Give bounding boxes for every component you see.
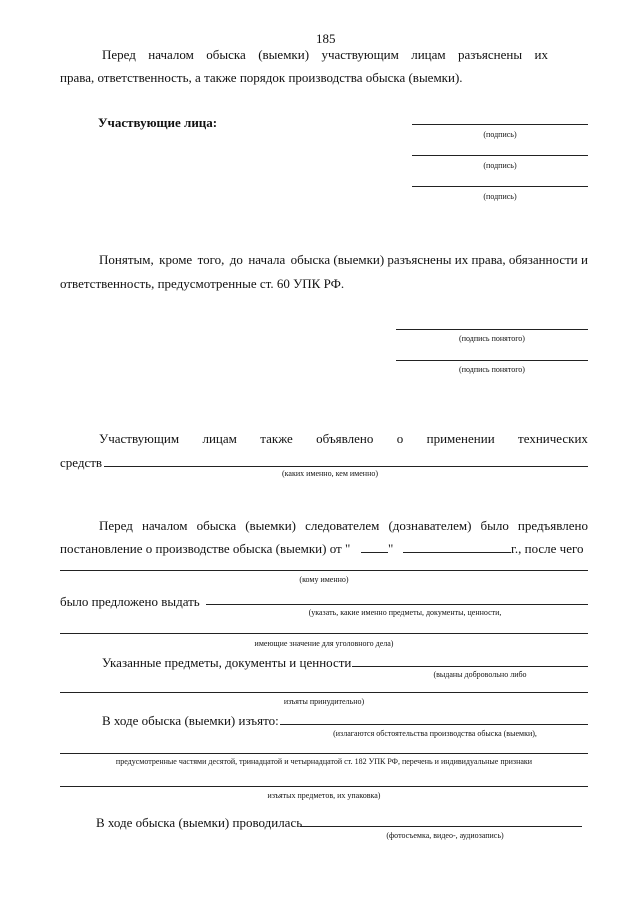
resolution-word: Перед	[99, 518, 133, 533]
resolution-line-1	[99, 519, 588, 532]
participant-signature-line-2[interactable]	[412, 155, 588, 156]
seized-caption-1: (излагаются обстоятельства производства обыска (выемки),	[333, 729, 537, 738]
intro-line-1	[102, 48, 548, 61]
items-field-2[interactable]	[60, 692, 588, 693]
witnesses-word: того,	[197, 252, 225, 267]
seized-caption-3: изъятых предметов, их упаковка)	[267, 791, 381, 800]
technical-word: технических	[518, 431, 588, 446]
technical-prefix: средств	[60, 455, 103, 470]
offered-items-caption-1: (указать, какие именно предметы, документы, ценности,	[308, 608, 502, 617]
witnesses-word: Понятым,	[99, 252, 154, 267]
intro-word: участвующим	[321, 47, 399, 62]
technical-means-field[interactable]	[104, 466, 588, 467]
resolution-whom-field[interactable]	[60, 570, 588, 571]
intro-word: их	[534, 47, 548, 62]
resolution-prefix: постановление о производстве обыска (выемки) от "	[60, 541, 351, 556]
witnesses-line-2: ответственность, предусмотренные ст. 60 УПК РФ.	[60, 276, 345, 291]
resolution-day-field[interactable]	[361, 552, 388, 553]
witnesses-word: начала	[248, 252, 286, 267]
seized-field-3[interactable]	[60, 786, 588, 787]
intro-word: (выемки)	[258, 47, 310, 62]
technical-word: применении	[426, 431, 495, 446]
witnesses-word: до	[229, 252, 243, 267]
technical-line-1	[99, 432, 588, 445]
participant-signature-line-1[interactable]	[412, 124, 588, 125]
page-number: 185	[316, 31, 336, 46]
resolution-word: предъявлено	[517, 518, 588, 533]
recording-field[interactable]	[300, 826, 582, 827]
seized-label: В ходе обыска (выемки) изъято:	[102, 713, 279, 728]
witness-signature-line-1[interactable]	[396, 329, 588, 330]
resolution-word: началом	[141, 518, 188, 533]
offered-label: было предложено выдать	[60, 594, 200, 609]
participant-signature-caption-2: (подпись)	[483, 161, 517, 170]
intro-word: Перед	[102, 47, 136, 62]
technical-word: о	[396, 431, 404, 446]
intro-word: разъяснены	[458, 47, 523, 62]
items-field[interactable]	[352, 666, 588, 667]
technical-word: объявлено	[316, 431, 374, 446]
resolution-word: (выемки)	[245, 518, 296, 533]
intro-word: обыска	[206, 47, 246, 62]
resolution-whom-caption: (кому именно)	[299, 575, 349, 584]
resolution-month-field[interactable]	[403, 552, 511, 553]
intro-word: лицам	[411, 47, 446, 62]
participants-label: Участвующие лица:	[98, 115, 218, 130]
witness-signature-caption-2: (подпись понятого)	[459, 365, 525, 374]
technical-word: лицам	[202, 431, 237, 446]
offered-items-field[interactable]	[206, 604, 588, 605]
participant-signature-caption-1: (подпись)	[483, 130, 517, 139]
intro-word: началом	[148, 47, 194, 62]
seized-caption-2: предусмотренные частями десятой, тринадцатой и четырнадцатой ст. 182 УПК РФ, перечень и индивидуальные признаки	[115, 757, 533, 766]
seized-field[interactable]	[280, 724, 588, 725]
witness-signature-line-2[interactable]	[396, 360, 588, 361]
recording-caption: (фотосъемка, видео-, аудиозапись)	[386, 831, 504, 840]
technical-caption: (каких именно, кем именно)	[281, 469, 379, 478]
resolution-suffix: г., после чего	[511, 541, 584, 556]
recording-label: В ходе обыска (выемки) проводилась	[96, 815, 303, 830]
witnesses-line-1	[99, 253, 588, 266]
participant-signature-line-3[interactable]	[412, 186, 588, 187]
participant-signature-caption-3: (подпись)	[483, 192, 517, 201]
offered-items-caption-2: имеющие значение для уголовного дела)	[254, 639, 394, 648]
resolution-word: следователем	[305, 518, 380, 533]
witness-signature-caption-1: (подпись понятого)	[459, 334, 525, 343]
resolution-quote: "	[388, 541, 394, 556]
items-caption-2: изъяты принудительно)	[283, 697, 365, 706]
resolution-word: (дознавателем)	[388, 518, 472, 533]
items-label: Указанные предметы, документы и ценности	[102, 655, 352, 670]
witnesses-word: обыска (выемки) разъяснены их права, обязанности и	[290, 252, 588, 267]
intro-line-2: права, ответственность, а также порядок производства обыска (выемки).	[60, 70, 463, 85]
technical-word: Участвующим	[99, 431, 180, 446]
resolution-word: обыска	[196, 518, 237, 533]
witnesses-word: кроме	[159, 252, 193, 267]
items-caption-1: (выданы добровольно либо	[433, 670, 527, 679]
seized-field-2[interactable]	[60, 753, 588, 754]
technical-word: также	[260, 431, 293, 446]
resolution-word: было	[480, 518, 509, 533]
offered-items-field-2[interactable]	[60, 633, 588, 634]
